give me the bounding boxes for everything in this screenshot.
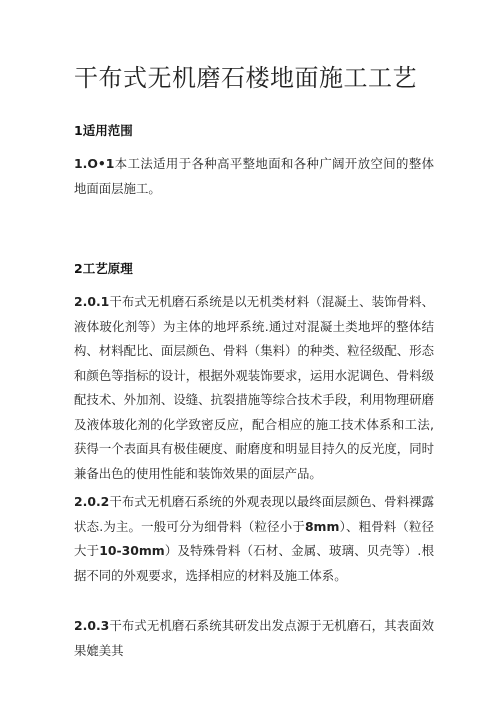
- paragraph-text: 本工法适用于各种高平整地面和各种广阔开放空间的整体地面面层施工。: [74, 156, 434, 196]
- paragraph-2-0-2: [74, 490, 434, 588]
- paragraph-2-0-1: [74, 290, 434, 486]
- paragraph-number: 2.0.3: [74, 618, 110, 633]
- paragraph-text-part: ）、粗骨料（粒径大于: [74, 518, 434, 558]
- particle-size-fine: 8mm: [304, 518, 340, 534]
- document-title: 干布式无机磨石楼地面施工工艺: [74, 64, 417, 92]
- paragraph-number: 2.0.2: [74, 494, 110, 509]
- paragraph-number: 1.O•1: [74, 156, 115, 171]
- paragraph-text-part: ）及特殊骨料（石材、金属、玻璃、贝壳等）.根据不同的外观要求，选择相应的材料及施工体系。: [74, 543, 434, 583]
- paragraph-text: 干布式无机磨石系统其研发出发点源于无机磨石，其表面效果媲美其: [74, 618, 434, 658]
- particle-size-coarse: 10-30mm: [99, 543, 165, 558]
- paragraph-1-0-1: [74, 152, 434, 201]
- section-heading-scope: 1适用范围: [74, 123, 133, 138]
- section-heading-principle: 2工艺原理: [74, 261, 133, 276]
- paragraph-number: 2.0.1: [74, 294, 110, 309]
- paragraph-2-0-3: [74, 614, 434, 663]
- paragraph-text: 干布式无机磨石系统是以无机类材料（混凝土、装饰骨料、液体玻化剂等）为主体的地坪系统.通过对混凝土类地坪的整体结构、材料配比、面层颜色、骨料（集料）的种类、粒径级配、形态和颜色等指标的设计，根据外观装饰要求，运用水泥调色、骨料级配技术、外加剂、设缝、抗裂措施等综合技术手段，利用物理研磨及液体玻化剂的化学致密反应，配合相应的施工技术体系和工法,获得一个表面具有极佳硬度、耐磨度和明显目持久的反光度，同时兼备出色的使用性能和装饰效果的面层产品。: [74, 294, 434, 481]
- paragraph-text-part: 干布式无机磨石系统的外观表现以最终面层颜色、骨料裸露状态.为主。一般可分为细骨料（粒径小于: [74, 494, 434, 534]
